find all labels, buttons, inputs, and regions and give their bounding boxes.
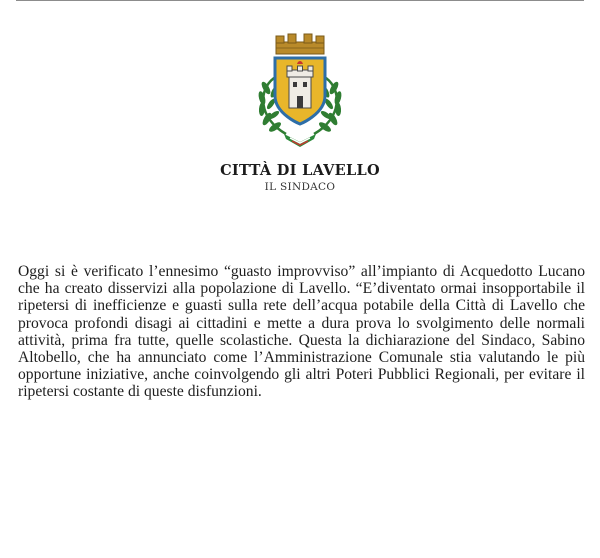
tower-icon xyxy=(287,61,313,108)
city-coat-of-arms xyxy=(248,30,352,150)
city-name: CITTÀ DI LAVELLO xyxy=(220,162,380,179)
body-paragraph: Oggi si è verificato l’ennesimo “guasto improvviso” all’impianto di Acquedotto Lucano che ha creato disservizi alla popolazione di Lavello. “E’diventato ormai insopportabile il ripetersi di inefficienze e guasti sulla rete dell’acqua potabile della Città di Lavello che provoca profondi disagi ai cittadini e mette a dura prova lo svolgimento delle normali attività, prima fra tutte, quelle scolastiche. Questa la dichiarazione del Sindaco, Sabino Altobello, che ha annunciato come l’Amministrazione Comunale stia valutando le più opportune iniziative, anche coinvolgendo gli altri Poteri Pubblici Regionali, per evitare il ripetersi costante di queste disfunzioni. xyxy=(18,263,585,401)
press-release-body xyxy=(18,263,585,401)
office-title: IL SINDACO xyxy=(264,181,336,193)
top-divider xyxy=(16,0,584,1)
crown-icon xyxy=(276,34,324,54)
